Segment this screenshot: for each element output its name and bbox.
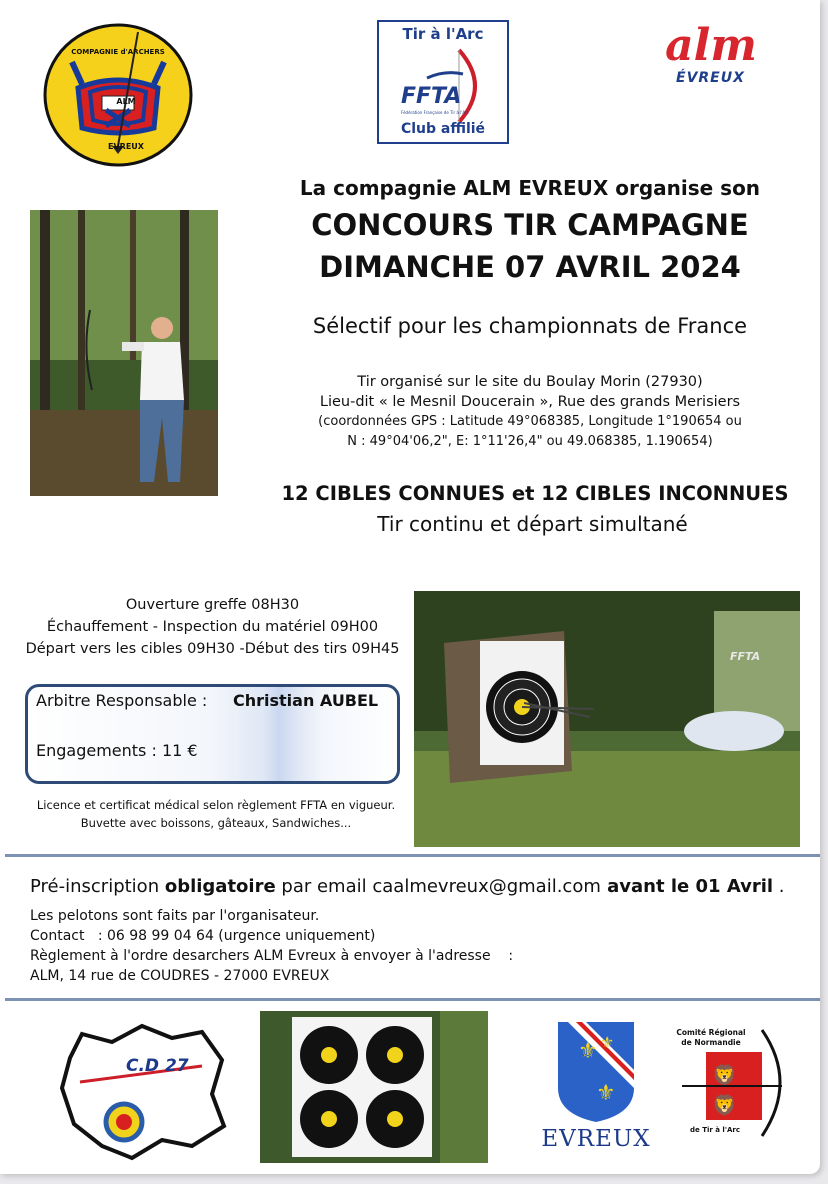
registration-line-1: Les pelotons sont faits par l'organisateur. [30,908,320,924]
targets-subtitle: Tir continu et départ simultané [377,512,688,536]
targets-title: 12 CIBLES CONNUES et 12 CIBLES INCONNUES [281,482,789,505]
address-line-4: N : 49°04'06,2", E: 1°11'26,4" ou 49.068385, 1.190654) [347,434,713,449]
arbitre-name: Christian AUBEL [233,691,379,710]
crn-bottom-text: de Tir à l'Arc [690,1126,740,1134]
compagnie-logo-mid-text: ALM [116,97,136,106]
alm-evreux-logo [650,20,772,90]
ffta-club-affilie-logo [377,20,509,144]
ffta-bottom-text: Club affilié [400,121,486,137]
compagnie-logo-top-text: COMPAGNIE d'ARCHERS [71,48,165,56]
notes-line-1: Licence et certificat médical selon règlement FFTA en vigueur. [36,798,396,812]
address-line-2: Lieu-dit « le Mesnil Doucerain », Rue des grands Merisiers [319,394,741,410]
registration-line-4: ALM, 14 rue de COUDRES - 27000 EVREUX [30,968,330,984]
schedule-line-1: Ouverture greffe 08H30 [125,597,300,613]
schedule-block [20,594,405,660]
alm-sub: ÉVREUX [676,70,745,86]
info-box [25,684,400,784]
organizer-line: La compagnie ALM EVREUX organise son [299,176,761,200]
address-block [250,372,810,452]
address-line-3: (coordonnées GPS : Latitude 49°068385, Longitude 1°190654 ou [318,414,742,429]
engagements-fee: Engagements : 11 € [36,741,198,760]
svg-text:🦁: 🦁 [712,1093,737,1117]
registration-deadline: avant le 01 Avril [600,876,774,897]
four-targets-photo [260,1011,488,1163]
notes-line-2: Buvette avec boissons, gâteaux, Sandwiches... [80,816,352,830]
ffta-watermark: FFTA [730,650,761,663]
event-title: CONCOURS TIR CAMPAGNE [311,208,749,242]
svg-text:🦁: 🦁 [712,1063,737,1087]
svg-text:⚜: ⚜ [578,1039,598,1064]
address-line-1: Tir organisé sur le site du Boulay Morin (27930) [357,374,703,390]
notes-block [20,796,412,832]
alm-word: alm [665,20,757,71]
registration-line [30,876,785,897]
registration-details [30,906,513,986]
compagnie-logo-bottom-text: EVREUX [108,142,144,151]
registration-end: . [773,876,785,897]
svg-text:⚜: ⚜ [600,1033,615,1052]
registration-mandatory: obligatoire [164,876,276,897]
registration-mid: par email [275,876,373,897]
registration-email[interactable]: caalmevreux@gmail.com [372,876,601,897]
event-date: DIMANCHE 07 AVRIL 2024 [319,250,741,284]
arrow-icon [425,68,465,84]
cd27-text: C.D 27 [126,1056,189,1076]
ffta-small-text: Fédération Française de Tir à l'Arc [401,110,469,115]
ffta-brand-text: FFTA [401,84,462,109]
divider-bottom [5,998,820,1001]
schedule-line-3: Départ vers les cibles 09H30 -Début des tirs 09H45 [25,641,400,657]
registration-line-2: Contact : 06 98 99 04 64 (urgence uniquement) [30,928,376,944]
crn-top-text: Comité Régional de Normandie [676,1028,746,1047]
target-photo [414,591,800,847]
schedule-line-2: Échauffement - Inspection du matériel 09H00 [46,619,379,635]
evreux-label: EVREUX [541,1126,651,1152]
svg-text:⚜: ⚜ [596,1081,616,1106]
divider-top [5,854,820,857]
registration-line-3: Règlement à l'ordre desarchers ALM Evreux à envoyer à l'adresse : [30,948,514,964]
event-subtitle: Sélectif pour les championnats de France [312,314,748,338]
arbitre-label: Arbitre Responsable : [36,691,208,710]
cd27-logo [52,1014,230,1164]
registration-prefix: Pré-inscription [30,876,165,897]
ffta-top-text: Tir à l'Arc [402,25,484,43]
archer-photo [30,210,218,496]
